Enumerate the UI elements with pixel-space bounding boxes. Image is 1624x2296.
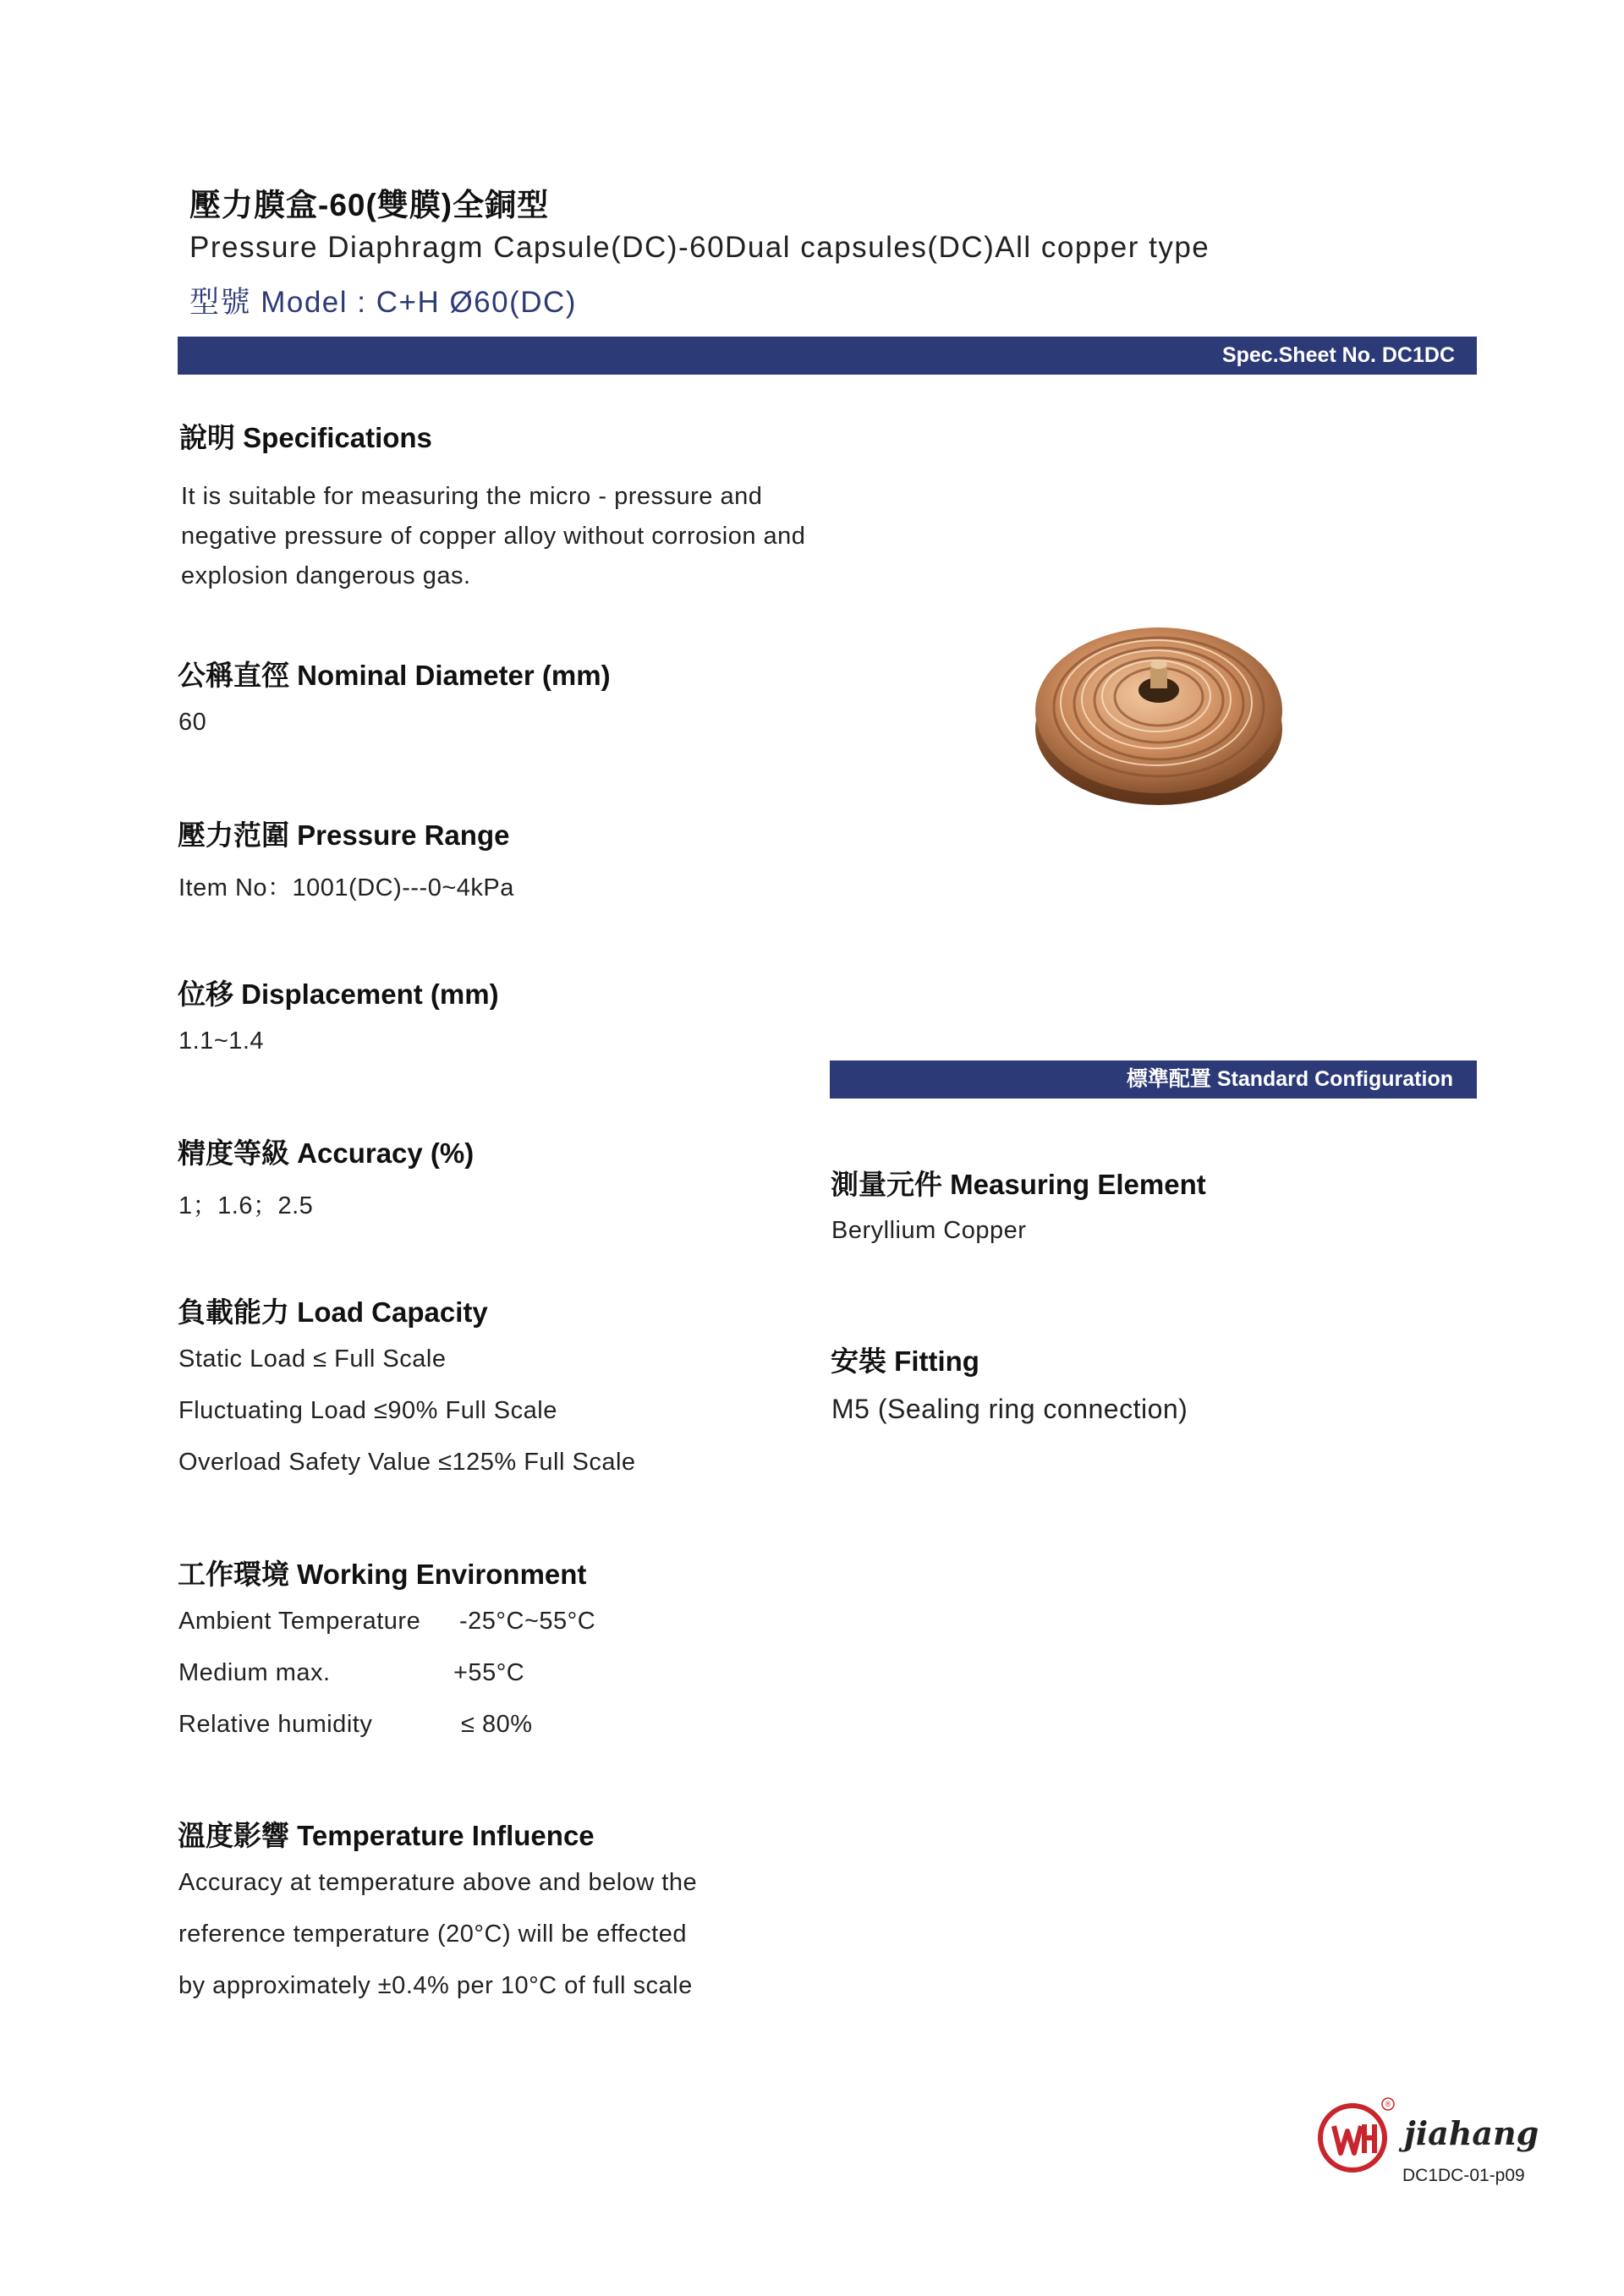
title-english: Pressure Diaphragm Capsule(DC)-60Dual capsules(DC)All copper type — [189, 231, 1210, 264]
standard-configuration-label: 標準配置 Standard Configuration — [1126, 1067, 1453, 1091]
spec-sheet-bar — [178, 337, 1477, 375]
document-code: DC1DC-01-p09 — [1402, 2166, 1525, 2185]
env-label: Relative humidity — [178, 1711, 373, 1738]
diaphragm-capsule-image — [1028, 602, 1290, 814]
measuring-element-value: Beryllium Copper — [831, 1217, 1027, 1244]
fitting-value: M5 (Sealing ring connection) — [831, 1394, 1188, 1424]
standard-configuration-bar — [830, 1060, 1477, 1099]
env-value: -25°C~55°C — [459, 1608, 596, 1635]
jiahang-logo-icon — [1315, 2096, 1396, 2177]
temperature-influence-line: by approximately ±0.4% per 10°C of full scale — [178, 1972, 693, 1999]
displacement-heading: 位移 Displacement (mm) — [178, 978, 499, 1010]
temperature-influence-line: Accuracy at temperature above and below the — [178, 1869, 698, 1896]
load-capacity-item: Static Load ≤ Full Scale — [178, 1345, 447, 1373]
spec-sheet-label: Spec.Sheet No. DC1DC — [1221, 343, 1455, 367]
nominal-diameter-value: 60 — [178, 709, 207, 736]
specifications-text: It is suitable for measuring the micro - pressure and negative pressure of copper alloy without corrosion and explosion dangerous gas. — [181, 483, 806, 589]
registered-mark: ® — [1385, 2100, 1391, 2108]
env-value: ≤ 80% — [461, 1711, 533, 1738]
temperature-influence-heading: 溫度影響 Temperature Influence — [178, 1820, 595, 1851]
env-label: Ambient Temperature — [178, 1608, 421, 1635]
accuracy-heading: 精度等級 Accuracy (%) — [178, 1137, 475, 1169]
pressure-range-value: Item No：1001(DC)---0~4kPa — [178, 874, 514, 901]
measuring-element-heading: 測量元件 Measuring Element — [831, 1169, 1206, 1200]
env-value: +55°C — [453, 1659, 525, 1686]
title-chinese: 壓力膜盒-60(雙膜)全銅型 — [189, 188, 550, 222]
model-number: 型號 Model : C+H Ø60(DC) — [189, 286, 577, 319]
accuracy-value: 1；1.6；2.5 — [178, 1192, 314, 1219]
working-environment-heading: 工作環境 Working Environment — [178, 1559, 587, 1590]
load-capacity-heading: 負載能力 Load Capacity — [178, 1296, 488, 1328]
load-capacity-item: Overload Safety Value ≤125% Full Scale — [178, 1449, 636, 1476]
pressure-range-heading: 壓力范圍 Pressure Range — [178, 819, 510, 851]
load-capacity-item: Fluctuating Load ≤90% Full Scale — [178, 1397, 557, 1424]
brand-name: jiahang — [1404, 2114, 1539, 2152]
displacement-value: 1.1~1.4 — [178, 1027, 265, 1055]
specifications-heading: 說明 Specifications — [179, 422, 432, 453]
nominal-diameter-heading: 公稱直徑 Nominal Diameter (mm) — [178, 660, 611, 691]
fitting-heading: 安裝 Fitting — [831, 1345, 979, 1377]
temperature-influence-line: reference temperature (20°C) will be effected — [178, 1921, 687, 1948]
env-label: Medium max. — [178, 1659, 331, 1686]
